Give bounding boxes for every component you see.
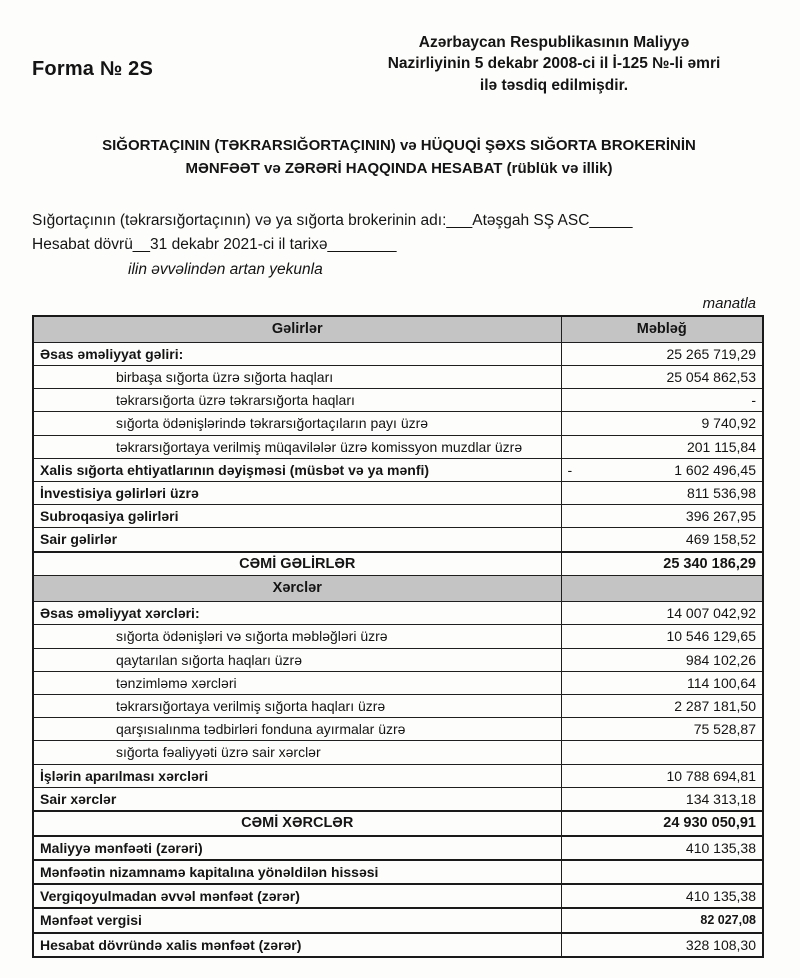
income-rows bbox=[33, 342, 763, 576]
row-amount bbox=[561, 435, 763, 458]
row-label: qaytarılan sığorta haqları üzrə bbox=[33, 648, 561, 671]
row-amount bbox=[561, 671, 763, 694]
table-row bbox=[33, 648, 763, 671]
table-row bbox=[33, 884, 763, 908]
table-row bbox=[33, 860, 763, 884]
amount-value: 10 788 694,81 bbox=[666, 767, 756, 784]
amount-value: 469 158,52 bbox=[685, 531, 756, 548]
table-row bbox=[33, 908, 763, 932]
report-title-line: MƏNFƏƏT və ZƏRƏRİ HAQQINDA HESABAT (rüblük və illik) bbox=[185, 160, 613, 178]
row-label: Sair gəlirlər bbox=[33, 528, 561, 552]
income-header-section bbox=[33, 316, 763, 342]
total-row bbox=[33, 811, 763, 836]
row-amount bbox=[561, 602, 763, 625]
income-header-row bbox=[33, 316, 763, 342]
row-label: Sair xərclər bbox=[33, 787, 561, 811]
row-label: Mənfəətin nizamnamə kapitalına yönəldilən hissəsi bbox=[33, 860, 561, 884]
table-row bbox=[33, 481, 763, 504]
table-row bbox=[33, 366, 763, 389]
row-label: İşlərin aparılması xərcləri bbox=[33, 764, 561, 787]
row-label: sığorta ödənişləri və sığorta məbləğləri üzrə bbox=[33, 625, 561, 648]
row-amount bbox=[561, 933, 763, 957]
table-row bbox=[33, 694, 763, 717]
expense-header-row bbox=[33, 576, 763, 602]
row-amount bbox=[561, 552, 763, 576]
row-amount bbox=[561, 342, 763, 365]
amount-value: 25 340 186,29 bbox=[663, 555, 756, 572]
table-row bbox=[33, 836, 763, 860]
table-row bbox=[33, 342, 763, 365]
row-amount bbox=[561, 811, 763, 836]
row-amount bbox=[561, 718, 763, 741]
table-row bbox=[33, 505, 763, 528]
cumulative-note: ilin əvvəlindən artan yekunla bbox=[128, 261, 323, 279]
row-amount bbox=[561, 741, 763, 764]
amount-value: 75 528,87 bbox=[693, 721, 756, 738]
amount-value: 396 267,95 bbox=[685, 508, 756, 525]
row-label: Xalis sığorta ehtiyatlarının dəyişməsi (müsbət və ya mənfi) bbox=[33, 458, 561, 481]
row-label: Maliyyə mənfəəti (zərəri) bbox=[33, 836, 561, 860]
amount-value: 25 265 719,29 bbox=[666, 345, 756, 362]
row-label: təkrarsığortaya verilmiş müqavilələr üzrə komissyon muzdlar üzrə bbox=[33, 435, 561, 458]
amount-value: 328 108,30 bbox=[685, 936, 756, 953]
expense-section-title: Xərclər bbox=[33, 576, 561, 602]
income-section-title: Gəlirlər bbox=[33, 316, 561, 342]
expense-rows bbox=[33, 602, 763, 957]
row-label: CƏMİ GƏLİRLƏR bbox=[33, 552, 561, 576]
row-amount bbox=[561, 694, 763, 717]
amount-value: - bbox=[751, 392, 756, 409]
amount-value: 114 100,64 bbox=[686, 674, 756, 691]
table-row bbox=[33, 458, 763, 481]
amount-value: 25 054 862,53 bbox=[666, 369, 756, 386]
table-row bbox=[33, 389, 763, 412]
amount-value: 82 027,08 bbox=[700, 913, 756, 928]
row-amount bbox=[561, 458, 763, 481]
row-amount bbox=[561, 366, 763, 389]
row-label: birbaşa sığorta üzrə sığorta haqları bbox=[33, 366, 561, 389]
amount-value: 1 602 496,45 bbox=[674, 461, 756, 478]
row-amount bbox=[561, 787, 763, 811]
amount-value: 811 536,98 bbox=[686, 484, 756, 501]
amount-value: 410 135,38 bbox=[685, 888, 756, 905]
row-label: Əsas əməliyyat gəliri: bbox=[33, 342, 561, 365]
negative-sign: - bbox=[567, 461, 573, 478]
amount-value: 14 007 042,92 bbox=[666, 605, 756, 622]
row-amount bbox=[561, 528, 763, 552]
expense-header-section bbox=[33, 576, 763, 602]
profit-loss-table bbox=[32, 315, 764, 958]
row-amount bbox=[561, 908, 763, 932]
report-title-line: SIĞORTAÇININ (TƏKRARSIĞORTAÇININ) və HÜQUQİ ŞƏXS SIĞORTA BROKERİNİN bbox=[102, 137, 696, 155]
insurer-name-line: Sığortaçının (təkrarsığortaçının) və ya sığorta brokerinin adı:___Atəşgah SŞ ASC_____ bbox=[32, 211, 633, 229]
currency-note: manatla bbox=[702, 295, 756, 313]
row-label: Subroqasiya gəlirləri bbox=[33, 505, 561, 528]
table-row bbox=[33, 528, 763, 552]
report-meta bbox=[32, 209, 766, 283]
row-label: Mənfəət vergisi bbox=[33, 908, 561, 932]
amount-value: 201 115,84 bbox=[686, 438, 756, 455]
table-row bbox=[33, 602, 763, 625]
row-label: Əsas əməliyyat xərcləri: bbox=[33, 602, 561, 625]
row-amount bbox=[561, 836, 763, 860]
row-amount bbox=[561, 389, 763, 412]
approval-line: Azərbaycan Respublikasının Maliyyə bbox=[418, 34, 690, 51]
table-row bbox=[33, 435, 763, 458]
approval-line: ilə təsdiq edilmişdir. bbox=[479, 76, 629, 94]
total-row bbox=[33, 552, 763, 576]
report-period-line: Hesabat dövrü__31 dekabr 2021-ci il tarixə________ bbox=[32, 236, 397, 254]
amount-value: 134 313,18 bbox=[685, 790, 756, 807]
row-amount bbox=[561, 505, 763, 528]
amount-value: 410 135,38 bbox=[685, 839, 756, 856]
amount-column-header: Məbləğ bbox=[561, 316, 763, 342]
amount-value: 9 740,92 bbox=[701, 415, 756, 432]
form-number: Forma № 2S bbox=[32, 58, 153, 80]
row-amount bbox=[561, 412, 763, 435]
row-label: Hesabat dövründə xalis mənfəət (zərər) bbox=[33, 933, 561, 957]
report-title bbox=[32, 134, 766, 181]
row-amount bbox=[561, 860, 763, 884]
table-row bbox=[33, 764, 763, 787]
amount-value: 2 287 181,50 bbox=[674, 697, 756, 714]
row-amount bbox=[561, 648, 763, 671]
expense-header-amount-cell bbox=[561, 576, 763, 602]
approval-line: Nazirliyinin 5 dekabr 2008-ci il İ-125 №-li əmri bbox=[387, 55, 721, 73]
table-row bbox=[33, 625, 763, 648]
table-row bbox=[33, 671, 763, 694]
row-amount bbox=[561, 884, 763, 908]
row-amount bbox=[561, 625, 763, 648]
row-label: sığorta fəaliyyəti üzrə sair xərclər bbox=[33, 741, 561, 764]
table-row bbox=[33, 412, 763, 435]
row-label: Vergiqoyulmadan əvvəl mənfəət (zərər) bbox=[33, 884, 561, 908]
row-label: sığorta ödənişlərində təkrarsığortaçıların payı üzrə bbox=[33, 412, 561, 435]
table-row bbox=[33, 933, 763, 957]
row-label: tənzimləmə xərcləri bbox=[33, 671, 561, 694]
row-label: CƏMİ XƏRCLƏR bbox=[33, 811, 561, 836]
row-amount bbox=[561, 481, 763, 504]
approval-text bbox=[342, 32, 766, 96]
amount-value: 10 546 129,65 bbox=[666, 628, 756, 645]
row-label: İnvestisiya gəlirləri üzrə bbox=[33, 481, 561, 504]
amount-value: 984 102,26 bbox=[685, 651, 756, 668]
row-amount bbox=[561, 764, 763, 787]
table-row bbox=[33, 787, 763, 811]
table-row bbox=[33, 741, 763, 764]
row-label: təkrarsığorta üzrə təkrarsığorta haqları bbox=[33, 389, 561, 412]
row-label: təkrarsığortaya verilmiş sığorta haqları üzrə bbox=[33, 694, 561, 717]
amount-value: 24 930 050,91 bbox=[663, 814, 756, 831]
table-row bbox=[33, 718, 763, 741]
document-header bbox=[32, 32, 766, 96]
row-label: qarşısıalınma tədbirləri fonduna ayırmalar üzrə bbox=[33, 718, 561, 741]
